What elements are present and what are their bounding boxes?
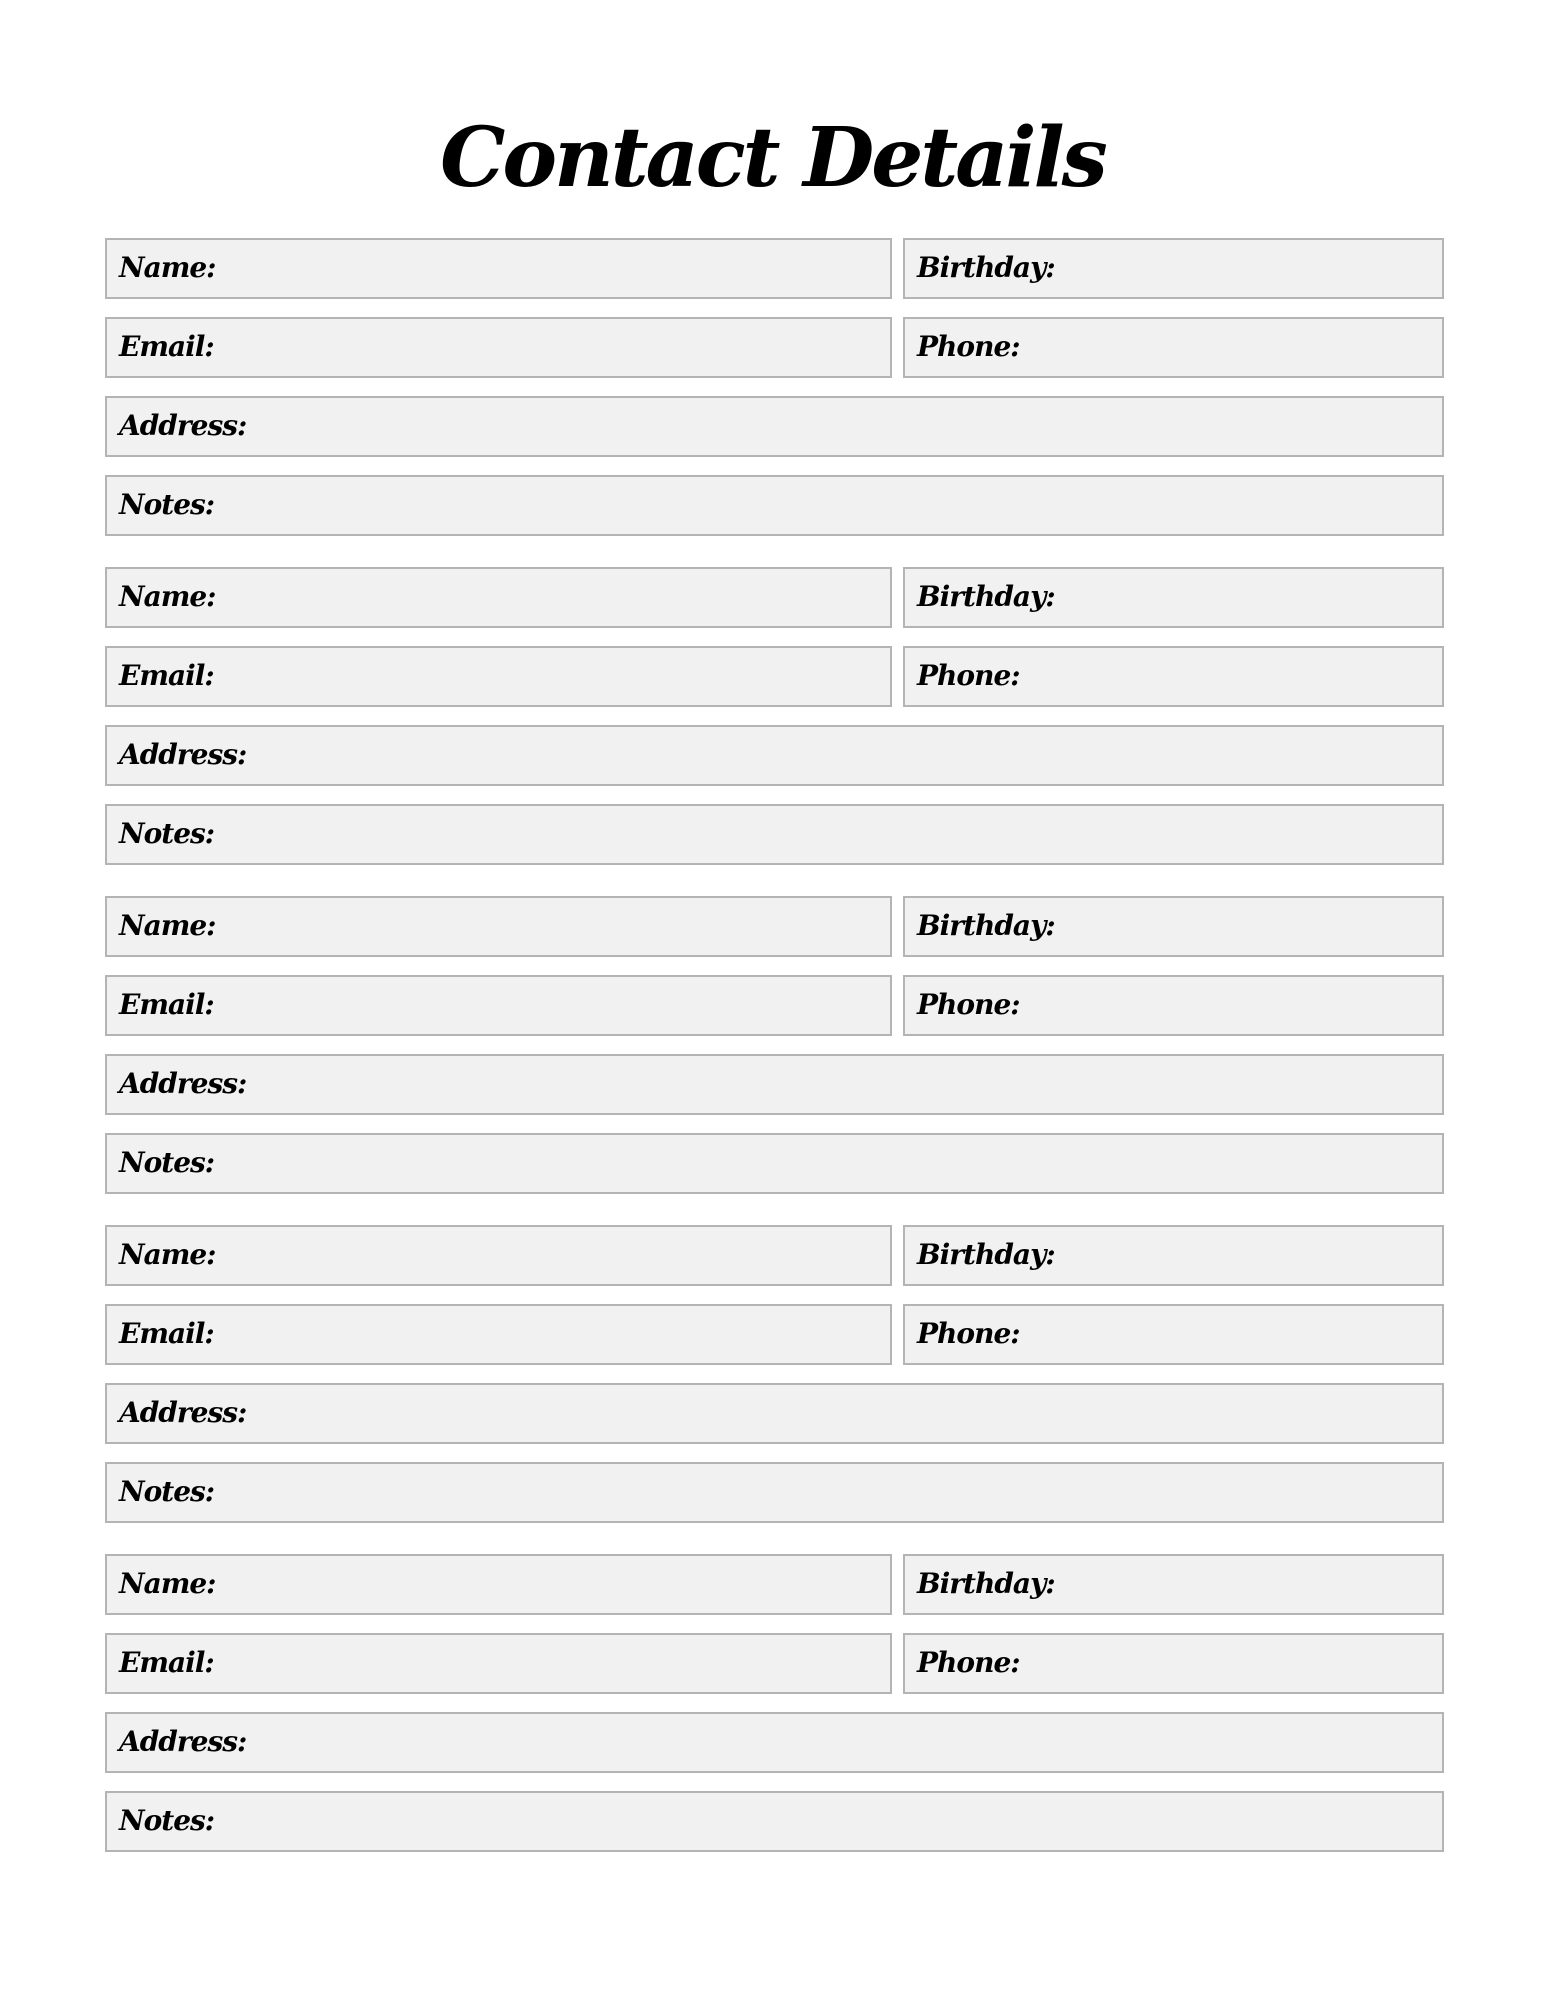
address-field[interactable]: [105, 1712, 1444, 1773]
phone-field[interactable]: [903, 646, 1444, 707]
name-label: Name:: [119, 580, 216, 613]
address-field[interactable]: [105, 396, 1444, 457]
phone-label: Phone:: [917, 659, 1020, 692]
name-field[interactable]: [105, 896, 892, 957]
name-field[interactable]: [105, 1554, 892, 1615]
address-label: Address:: [119, 1067, 247, 1100]
notes-field[interactable]: [105, 475, 1444, 536]
notes-label: Notes:: [119, 1475, 215, 1508]
phone-field[interactable]: [903, 1304, 1444, 1365]
name-field[interactable]: [105, 567, 892, 628]
birthday-label: Birthday:: [917, 909, 1055, 942]
email-field[interactable]: [105, 1633, 892, 1694]
contact-card-2: [105, 567, 1444, 865]
phone-field[interactable]: [903, 317, 1444, 378]
birthday-label: Birthday:: [917, 251, 1055, 284]
phone-label: Phone:: [917, 1317, 1020, 1350]
name-field[interactable]: [105, 1225, 892, 1286]
phone-label: Phone:: [917, 1646, 1020, 1679]
birthday-field[interactable]: [903, 896, 1444, 957]
notes-label: Notes:: [119, 1804, 215, 1837]
birthday-field[interactable]: [903, 1554, 1444, 1615]
address-label: Address:: [119, 1396, 247, 1429]
notes-label: Notes:: [119, 817, 215, 850]
email-field[interactable]: [105, 646, 892, 707]
address-label: Address:: [119, 738, 247, 771]
birthday-field[interactable]: [903, 238, 1444, 299]
phone-field[interactable]: [903, 1633, 1444, 1694]
phone-label: Phone:: [917, 988, 1020, 1021]
phone-field[interactable]: [903, 975, 1444, 1036]
address-field[interactable]: [105, 1054, 1444, 1115]
email-label: Email:: [119, 659, 214, 692]
email-field[interactable]: [105, 1304, 892, 1365]
notes-label: Notes:: [119, 488, 215, 521]
email-label: Email:: [119, 330, 214, 363]
contact-card-1: [105, 238, 1444, 536]
page-title: Contact Details: [440, 110, 1105, 206]
email-label: Email:: [119, 1646, 214, 1679]
notes-field[interactable]: [105, 1791, 1444, 1852]
address-label: Address:: [119, 409, 247, 442]
email-label: Email:: [119, 1317, 214, 1350]
notes-field[interactable]: [105, 1133, 1444, 1194]
email-label: Email:: [119, 988, 214, 1021]
birthday-label: Birthday:: [917, 580, 1055, 613]
contact-card-5: [105, 1554, 1444, 1852]
address-field[interactable]: [105, 1383, 1444, 1444]
phone-label: Phone:: [917, 330, 1020, 363]
contact-card-4: [105, 1225, 1444, 1523]
name-label: Name:: [119, 909, 216, 942]
birthday-label: Birthday:: [917, 1238, 1055, 1271]
notes-field[interactable]: [105, 804, 1444, 865]
notes-field[interactable]: [105, 1462, 1444, 1523]
notes-label: Notes:: [119, 1146, 215, 1179]
email-field[interactable]: [105, 317, 892, 378]
birthday-field[interactable]: [903, 1225, 1444, 1286]
name-label: Name:: [119, 1567, 216, 1600]
email-field[interactable]: [105, 975, 892, 1036]
name-label: Name:: [119, 251, 216, 284]
name-field[interactable]: [105, 238, 892, 299]
contact-card-3: [105, 896, 1444, 1194]
birthday-field[interactable]: [903, 567, 1444, 628]
address-field[interactable]: [105, 725, 1444, 786]
birthday-label: Birthday:: [917, 1567, 1055, 1600]
name-label: Name:: [119, 1238, 216, 1271]
address-label: Address:: [119, 1725, 247, 1758]
